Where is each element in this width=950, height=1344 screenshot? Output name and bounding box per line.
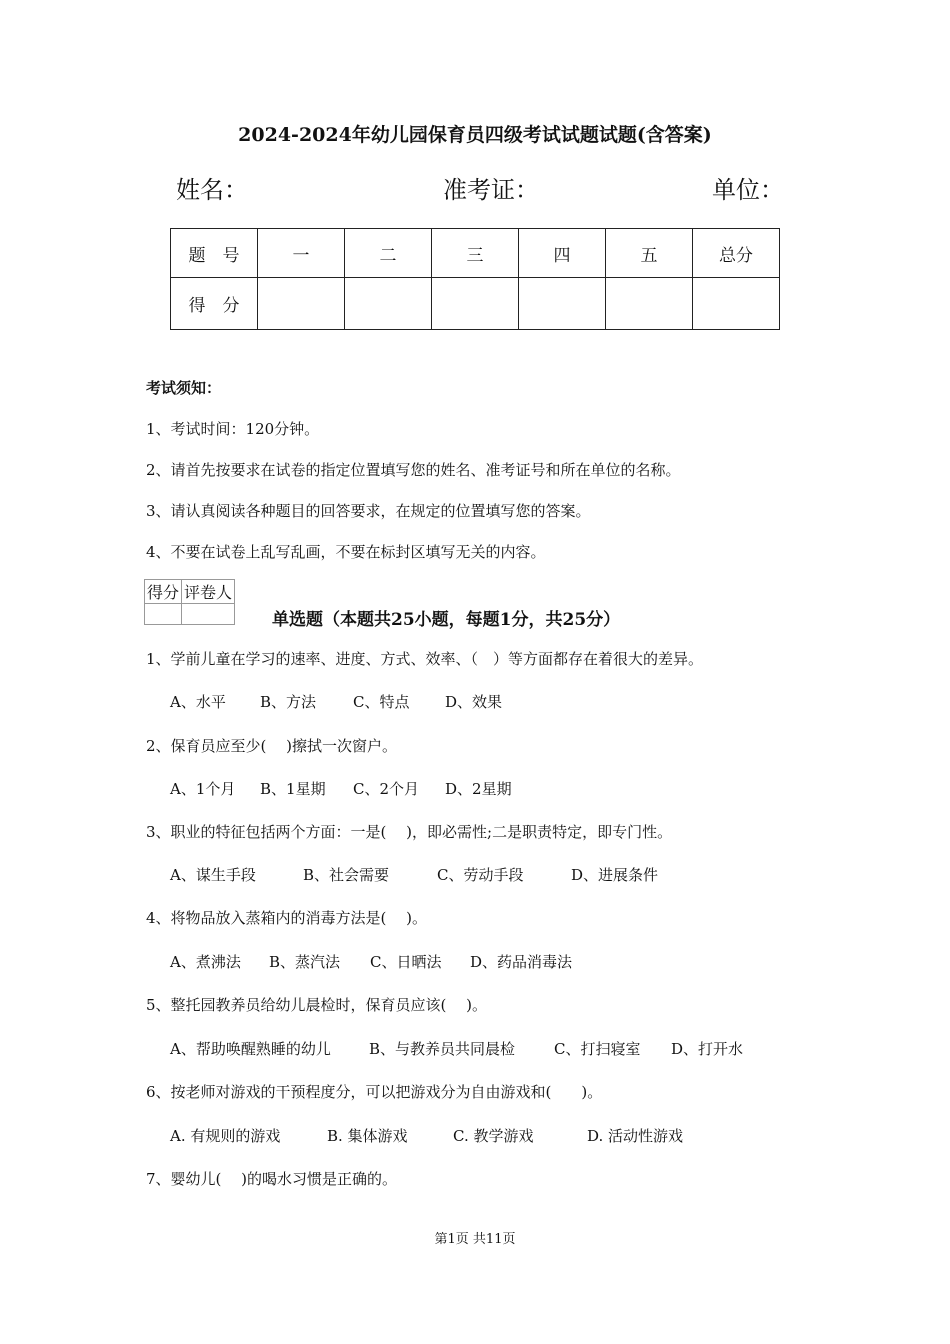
question-text: 5、整托园教养员给幼儿晨检时，保育员应该( )。	[146, 996, 488, 1014]
score-header-cell: 三	[432, 229, 519, 278]
score-cell[interactable]	[345, 278, 432, 330]
option-b[interactable]: B、蒸汽法	[269, 953, 341, 971]
question-text: 1、学前儿童在学习的速率、进度、方式、效率、（ ）等方面都存在着很大的差异。	[146, 650, 704, 668]
score-header-cell: 题 号	[171, 229, 258, 278]
score-header-cell: 一	[258, 229, 345, 278]
option-b[interactable]: B、社会需要	[303, 866, 390, 884]
name-label: 姓名：	[176, 176, 248, 204]
score-cell[interactable]	[519, 278, 606, 330]
score-header-cell: 五	[606, 229, 693, 278]
notice-item: 3、请认真阅读各种题目的回答要求，在规定的位置填写您的答案。	[146, 502, 591, 520]
option-b[interactable]: B、与教养员共同晨检	[369, 1040, 516, 1058]
notice-item: 4、不要在试卷上乱写乱画，不要在标封区填写无关的内容。	[146, 543, 546, 561]
option-a[interactable]: A、谋生手段	[170, 866, 256, 884]
notice-item: 2、请首先按要求在试卷的指定位置填写您的姓名、准考证号和所在单位的名称。	[146, 461, 681, 479]
option-a[interactable]: A、帮助唤醒熟睡的幼儿	[170, 1040, 331, 1058]
score-cell[interactable]	[432, 278, 519, 330]
notice-heading: 考试须知：	[146, 379, 222, 397]
option-c[interactable]: C、特点	[353, 693, 410, 711]
option-b[interactable]: B、方法	[260, 693, 317, 711]
score-cell[interactable]	[606, 278, 693, 330]
page-footer: 第1页 共11页	[434, 1232, 516, 1247]
question-text: 7、婴幼儿( )的喝水习惯是正确的。	[146, 1170, 398, 1188]
score-cell[interactable]	[693, 278, 780, 330]
option-c[interactable]: C、打扫寝室	[554, 1040, 641, 1058]
option-a[interactable]: A、1个月	[170, 780, 236, 798]
option-d[interactable]: D、药品消毒法	[470, 953, 573, 971]
option-a[interactable]: A. 有规则的游戏	[170, 1127, 281, 1145]
exam-id-label: 准考证：	[443, 176, 539, 204]
option-d[interactable]: D. 活动性游戏	[587, 1127, 684, 1145]
grader-name-label: 评卷人	[182, 580, 235, 604]
score-header-cell: 二	[345, 229, 432, 278]
grader-table	[144, 579, 235, 625]
question-text: 3、职业的特征包括两个方面：一是( )，即必需性;二是职责特定，即专门性。	[146, 823, 673, 841]
option-d[interactable]: D、打开水	[671, 1040, 744, 1058]
grader-score-cell[interactable]	[145, 604, 182, 625]
option-b[interactable]: B. 集体游戏	[327, 1127, 408, 1145]
option-d[interactable]: D、2星期	[445, 780, 512, 798]
score-header-cell: 四	[519, 229, 606, 278]
option-d[interactable]: D、进展条件	[571, 866, 659, 884]
grader-score-label: 得分	[145, 580, 182, 604]
option-a[interactable]: A、水平	[170, 693, 226, 711]
score-cell[interactable]	[258, 278, 345, 330]
option-c[interactable]: C、劳动手段	[437, 866, 524, 884]
score-table-header-row	[171, 229, 780, 278]
question-text: 6、按老师对游戏的干预程度分，可以把游戏分为自由游戏和( )。	[146, 1083, 603, 1101]
question-text: 4、将物品放入蒸箱内的消毒方法是( )。	[146, 909, 428, 927]
grader-name-cell[interactable]	[182, 604, 235, 625]
question-text: 2、保育员应至少( )擦拭一次窗户。	[146, 737, 398, 755]
page-title: 2024-2024年幼儿园保育员四级考试试题试题(含答案)	[238, 124, 712, 146]
notice-item: 1、考试时间：120分钟。	[146, 420, 320, 438]
option-b[interactable]: B、1星期	[260, 780, 326, 798]
option-d[interactable]: D、效果	[445, 693, 503, 711]
score-row-label: 得 分	[171, 278, 258, 330]
unit-label: 单位：	[712, 176, 784, 204]
option-c[interactable]: C、2个月	[353, 780, 420, 798]
score-table	[170, 228, 780, 330]
option-a[interactable]: A、煮沸法	[170, 953, 241, 971]
option-c[interactable]: C、日晒法	[370, 953, 442, 971]
score-header-cell: 总分	[693, 229, 780, 278]
section-title: 单选题（本题共25小题，每题1分，共25分）	[272, 610, 621, 630]
score-table-score-row	[171, 278, 780, 330]
option-c[interactable]: C. 教学游戏	[453, 1127, 534, 1145]
